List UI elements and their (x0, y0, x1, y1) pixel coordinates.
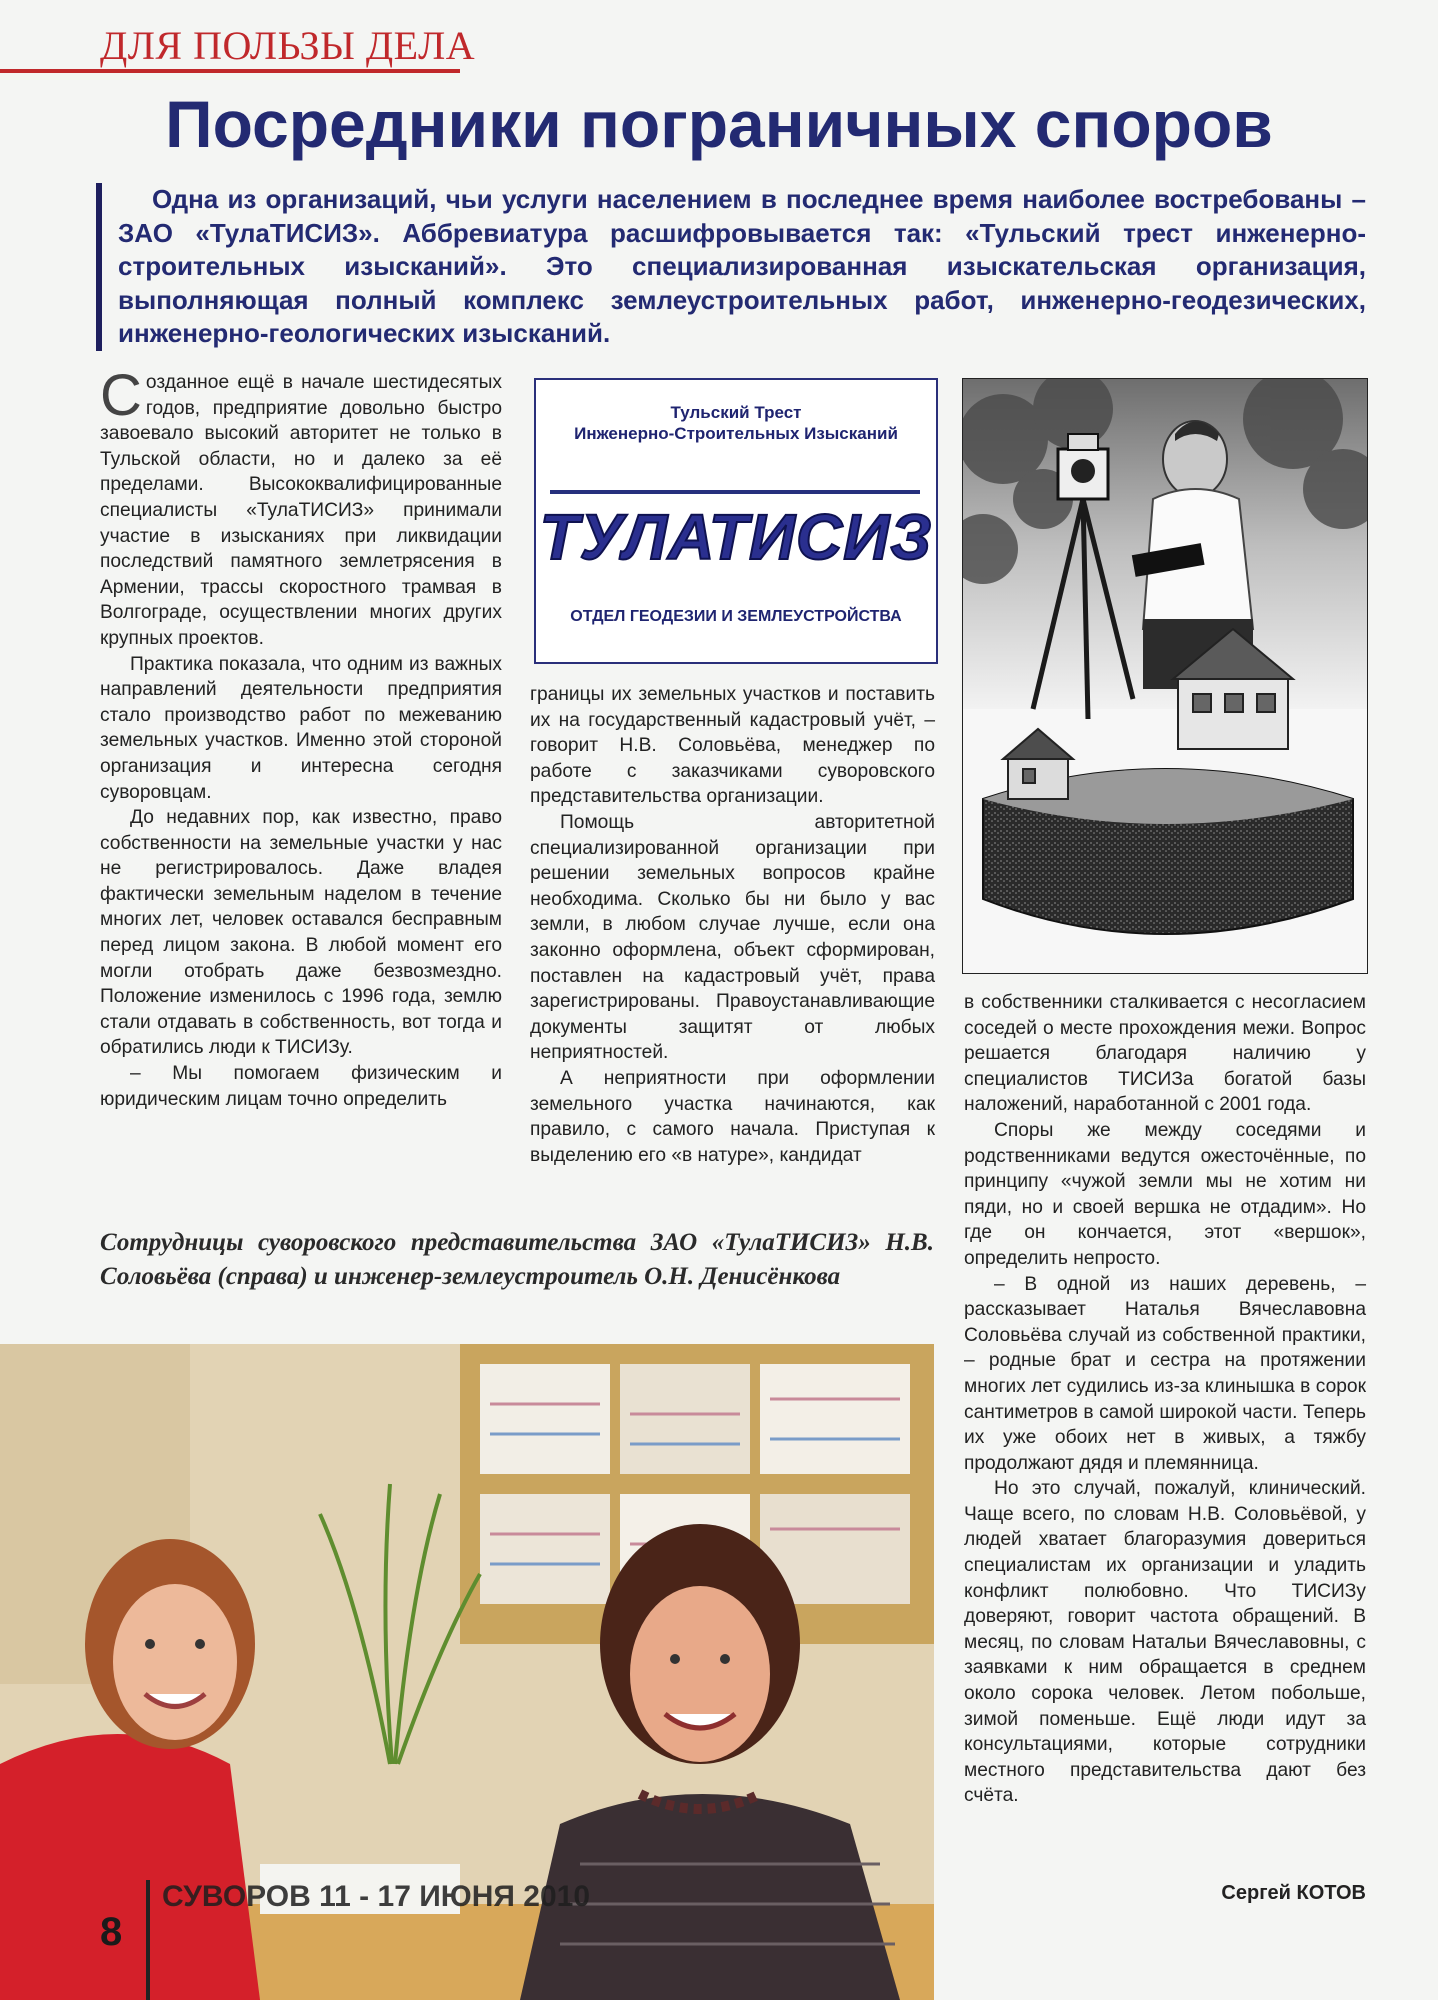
logo-trust-line-2: Инженерно-Строительных Изысканий (574, 424, 898, 443)
lead-bar (96, 183, 102, 351)
company-logo-box (534, 378, 938, 664)
logo-department: ОТДЕЛ ГЕОДЕЗИИ И ЗЕМЛЕУСТРОЙСТВА (570, 608, 902, 625)
article-column-3 (964, 990, 1366, 1809)
article-column-1 (100, 363, 502, 1112)
paragraph: Споры же между соседями и родственниками ведутся ожесточённые, по принципу «чужой земли мы не хотим ни пяди, но и своей вершка не отдадим». Но где он кончается, этот «вершок», определить непросто. (964, 1119, 1366, 1269)
logo-trust-name (536, 402, 936, 444)
logo-wordmark: ТУЛАТИСИЗ (539, 501, 933, 573)
logo-trust-line-1: Тульский Трест (670, 403, 802, 422)
article-author: Сергей КОТОВ (1221, 1882, 1366, 1904)
photo-caption: Сотрудницы суворовского представительства ЗАО «ТулаТИСИЗ» Н.В. Соловьёва (справа) и инженер-землеустроитель О.Н. Денисёнкова (100, 1229, 934, 1290)
paragraph: А неприятности при оформлении земельного участка начинаются, как правило, с самого начала. Приступая к выделению его «в натуре», кандидат (530, 1067, 935, 1166)
paragraph: границы их земельных участков и поставить их на государственный кадастровый учёт, – говорит Н.В. Соловьёва, менеджер по работе с заказчиками суворовского представительства организации. (530, 684, 935, 808)
page-number: 8 (100, 1910, 123, 1954)
paragraph: Помощь авторитетной специализированной организации при решении земельных вопросов крайне необходима. Сколько бы ни было у вас земли, в любом случае лучше, если она законно оформлена, объект сформирован, поставлен на кадастровый учёт, права зарегистрированы. Правоустанавливающие документы защитят от любых неприятностей. (530, 811, 935, 1064)
paragraph: До недавних пор, как известно, право собственности на земельные участки у нас не регистрировалось. Даже владея фактически земельным наделом в течение многих лет, человек оставался бесправным перед лицом закона. В любой момент его могли отобрать даже безвозмездно. Положение изменилось с 1996 года, землю стали отдавать в собственность, вот тогда и обратились люди к ТИСИЗу. (100, 807, 502, 1059)
paragraph: – В одной из наших деревень, – рассказывает Наталья Вячеславовна Соловьёва случай из собственной практики, – родные брат и сестра на протяжении многих лет судились из-за клинышка в сорок сантиметров в самой широкой части. Теперь их уже обоих нет в живых, а тяжбу продолжают дядя и племянница. (964, 1273, 1366, 1474)
footer-divider (146, 1880, 150, 2000)
footer-issue-label: СУВОРОВ 11 - 17 ИЮНЯ 2010 (162, 1880, 591, 1913)
article-title: Посредники пограничных споров (165, 87, 1273, 161)
paragraph: – Мы помогаем физическим и юридическим лицам точно определить (100, 1063, 502, 1110)
paragraph: в собственники сталкивается с несогласием соседей о месте прохождения межи. Вопрос решается благодаря наличию у специалистов ТИСИЗа богатой базы наложений, наработанной с 2001 года. (964, 992, 1366, 1116)
surveyor-illustration (963, 379, 1367, 973)
paragraph: Практика показала, что одним из важных направлений деятельности предприятия стало производство работ по межеванию земельных участков. Именно этой стороной организация и интересна сегодня суворовцам. (100, 653, 502, 803)
paragraph: озданное ещё в начале шестидесятых годов, предприятие довольно быстро завоевало высокий авторитет не только в Тульской области, но и далеко за её пределами. Высококвалифицированные специалисты «ТулаТИСИЗ» принимали участие в изысканиях при ликвидации последствий памятного землетрясения в Армении, трассы скоростного трамвая в Волгограде, осуществлении многих других крупных проектов. (100, 372, 502, 649)
article-lead: Одна из организаций, чьи услуги населением в последнее время наиболее востребованы – ЗАО «ТулаТИСИЗ». Аббревиатура расшифровывается так: «Тульский трест инженерно-строительных изысканий». Это специализированная изыскательская организация, выполняющая полный комплекс землеустроительных работ, инженерно-геодезических, инженерно-геологических изысканий. (118, 184, 1366, 349)
rubric-label: ДЛЯ ПОЛЬЗЫ ДЕЛА (100, 23, 476, 68)
paragraph: Но это случай, пожалуй, клинический. Чаще всего, по словам Н.В. Соловьёвой, у людей хватает благоразумия довериться специалистам их организации и уладить конфликт полюбовно. Что ТИСИЗу доверяют, говорит частота обращений. В месяц, по словам Натальи Вячеславовны, с заявками к ним обращается в среднем около сорока человек. Летом побольше, зимой поменьше. Ещё люди идут за консультациями, которые сотрудники местного представительства дают без счёта. (964, 1478, 1366, 1807)
rubric-underline (0, 69, 460, 73)
surveyor-photo (962, 378, 1368, 974)
article-column-2 (530, 682, 935, 1168)
logo-divider (550, 490, 920, 494)
drop-cap: С (100, 363, 142, 428)
